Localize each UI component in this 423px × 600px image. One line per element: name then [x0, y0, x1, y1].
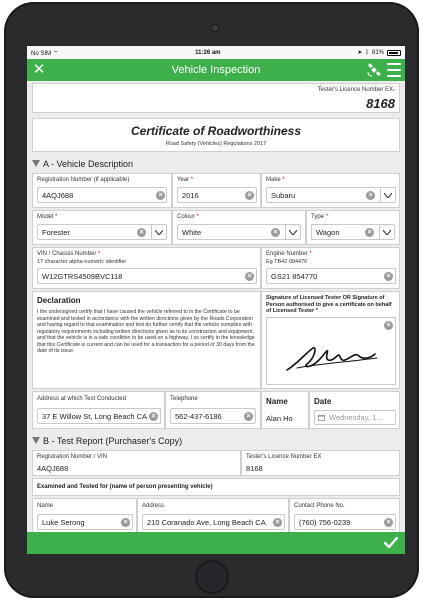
home-button[interactable] — [195, 560, 229, 594]
b-contact-input[interactable]: (760) 756-0239 — [294, 514, 396, 530]
licence-label: Tester's Licence Number EX- — [317, 87, 395, 93]
b-address-cell — [137, 498, 289, 532]
b-contact-label: Contact Phone No. — [294, 503, 345, 509]
bluetooth-icon: ᛒ — [365, 49, 369, 56]
vin-label: VIN / Chassis Number * — [37, 251, 101, 257]
chevron-down-icon[interactable] — [151, 225, 165, 239]
tester-name-value: Alan Ho — [266, 414, 293, 423]
nav-bar — [27, 59, 405, 81]
signature-pad[interactable] — [266, 317, 396, 385]
chevron-down-icon[interactable] — [379, 225, 393, 239]
test-address-label: Address at which Test Conducted — [37, 396, 126, 402]
registration-label: Registration Number (if applicable) — [37, 177, 130, 183]
b-name-label: Name — [37, 503, 54, 509]
date-input[interactable]: Wednesday, 1... — [314, 410, 396, 425]
date-cell — [309, 391, 400, 429]
clear-icon[interactable]: × — [271, 228, 280, 237]
b-name-cell — [32, 498, 137, 532]
engine-label: Engine Number * — [266, 251, 312, 257]
battery-icon — [387, 50, 401, 56]
b-licence-cell — [241, 450, 400, 476]
model-select[interactable]: Forester — [37, 224, 167, 240]
b-address-label: Address — [142, 503, 165, 509]
chevron-down-icon — [32, 160, 40, 167]
test-address-input[interactable]: 37 E Willow St, Long Beach CA — [37, 408, 161, 424]
screen — [27, 46, 405, 554]
b-reg-vin-label: Registration Number / VIN — [37, 454, 108, 460]
carrier: No SIM ⌔ — [31, 50, 59, 57]
checkmark-icon[interactable] — [383, 535, 399, 551]
examined-for-label: Examined and Tested for (name of person presenting vehicle) — [37, 484, 213, 490]
b-licence-label: Tester's Licence Number EX — [246, 454, 322, 460]
type-label: Type * — [311, 214, 329, 220]
engine-input[interactable]: GS21 854770 — [266, 268, 396, 284]
clear-icon[interactable]: × — [244, 412, 253, 421]
tester-name-cell — [261, 391, 309, 429]
tester-name-label: Name — [266, 397, 288, 406]
year-label: Year * — [177, 177, 194, 183]
certificate-title: Certificate of Roadworthiness — [130, 124, 302, 138]
make-label: Make * — [266, 177, 285, 183]
clear-icon[interactable]: × — [273, 518, 282, 527]
telephone-input[interactable]: 562-437-6186 — [170, 408, 256, 424]
type-cell — [306, 210, 400, 245]
clear-icon[interactable]: × — [156, 191, 165, 200]
clear-icon[interactable]: × — [149, 412, 158, 421]
form-content — [27, 81, 405, 532]
b-licence-value: 8168 — [246, 464, 263, 473]
b-reg-vin-value: 4AQJ688 — [37, 464, 69, 473]
colour-label: Colour * — [177, 214, 199, 220]
declaration-cell — [32, 291, 261, 389]
engine-cell — [261, 247, 400, 289]
section-b-header[interactable]: B - Test Report (Purchaser's Copy) — [27, 433, 405, 448]
clear-icon[interactable]: × — [384, 518, 393, 527]
close-icon[interactable]: ✕ — [32, 61, 46, 78]
satellite-icon[interactable] — [367, 63, 381, 77]
telephone-label: Telephone — [170, 396, 198, 402]
colour-select[interactable]: White — [177, 224, 301, 240]
status-bar — [27, 46, 405, 59]
signature-drawing — [267, 318, 397, 386]
signature-label: Signature of Licensed Tester OR Signature of Person authorised to give a certificate on behalf of Licensed Tester * — [266, 295, 392, 314]
date-label: Date — [314, 397, 332, 406]
make-cell — [261, 173, 400, 208]
colour-cell — [172, 210, 306, 245]
clear-icon[interactable]: × — [245, 272, 254, 281]
registration-cell — [32, 173, 172, 208]
engine-hint: Eg TB42 094476 — [266, 259, 308, 265]
clear-icon[interactable]: × — [384, 272, 393, 281]
page-title: Vehicle Inspection — [171, 64, 261, 76]
declaration-title: Declaration — [37, 296, 81, 305]
b-contact-cell — [289, 498, 400, 532]
registration-input[interactable]: 4AQJ688 — [37, 187, 167, 203]
signature-cell — [261, 291, 400, 389]
section-a-header[interactable]: A - Vehicle Description — [27, 156, 405, 171]
vin-hint: 17 character alpha-numeric identifier — [37, 259, 127, 265]
clear-icon[interactable]: × — [121, 518, 130, 527]
tablet-frame — [4, 2, 419, 598]
clear-icon[interactable]: × — [365, 228, 374, 237]
year-cell — [172, 173, 261, 208]
certificate-header — [32, 118, 400, 152]
wifi-icon: ⌔ — [52, 50, 59, 57]
clear-icon[interactable]: × — [384, 321, 393, 330]
clear-icon[interactable]: × — [137, 228, 146, 237]
menu-icon[interactable] — [387, 63, 401, 77]
chevron-down-icon — [32, 437, 40, 444]
make-select[interactable]: Subaru — [266, 187, 396, 203]
bottom-bar — [27, 532, 405, 554]
examined-for-cell — [32, 478, 400, 496]
calendar-icon[interactable] — [318, 414, 325, 421]
year-input[interactable]: 2016 — [177, 187, 257, 203]
certificate-subtitle: Road Safety (Vehicles) Regulations 2017 — [165, 141, 267, 147]
model-cell — [32, 210, 172, 245]
b-reg-vin-cell — [32, 450, 241, 476]
vin-cell — [32, 247, 261, 289]
licence-number: 8168 — [366, 96, 395, 111]
clear-icon[interactable]: × — [245, 191, 254, 200]
b-name-input[interactable]: Luke Serong — [37, 514, 133, 530]
b-address-input[interactable]: 210 Coranado Ave, Long Beach CA — [142, 514, 285, 530]
declaration-text: I the undersigned certify that I have caused the vehicle referred to in the Certificate to be examined and tested in accordance with the written directions given by the Roads Corporation and having regard to that examination and test do further certify that the vehicle complies with regulatory requirements including written directions given as to its construction and equipment, and that the vehicle is in a safe condition to be used on a highway. I so certify in the knowledge that this Certificate is current and can be used for a transaction for a period of 30 days from the date of its issue. — [37, 309, 255, 354]
clear-icon[interactable]: × — [366, 191, 375, 200]
test-address-cell — [32, 391, 165, 429]
model-label: Model * — [37, 214, 58, 220]
licence-header — [32, 83, 400, 113]
battery-percent: 81% — [371, 49, 384, 56]
location-icon: ➤ — [357, 50, 363, 56]
camera — [211, 24, 219, 32]
chevron-down-icon[interactable] — [285, 225, 299, 239]
chevron-down-icon[interactable] — [380, 188, 394, 202]
type-select[interactable]: Wagon — [311, 224, 395, 240]
telephone-cell — [165, 391, 261, 429]
status-time: 11:26 am — [195, 49, 221, 56]
vin-input[interactable]: W12GTRS4509BVC118 — [37, 268, 257, 284]
